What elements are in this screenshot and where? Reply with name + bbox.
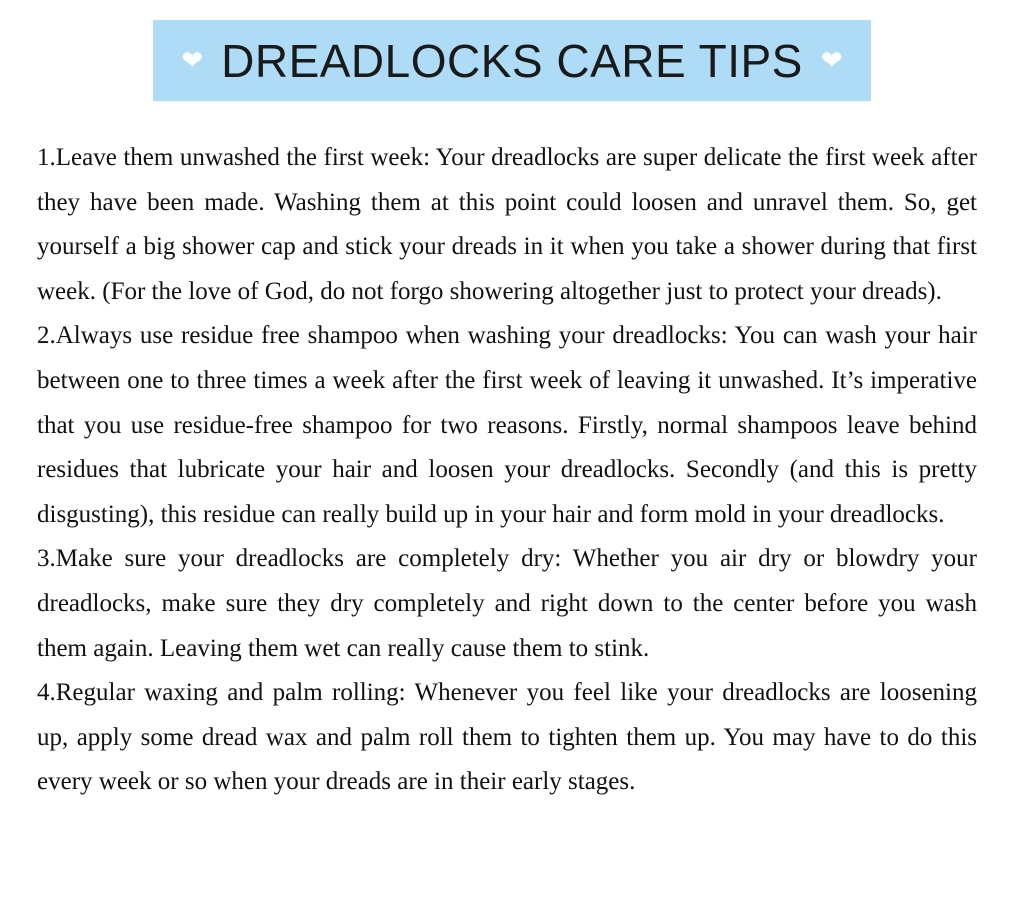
- tip-paragraph-4: 4.Regular waxing and palm rolling: Whenever you feel like your dreadlocks are loosening up, apply some dread wax and palm roll them to tighten them up. You may have to do this every week or so when your dreads are in their early stages.: [37, 679, 977, 796]
- title-banner: [153, 20, 871, 101]
- tip-paragraph-3: 3.Make sure your dreadlocks are completely dry: Whether you air dry or blowdry your dreadlocks, make sure they dry completely and right down to the center before you wash them again. Leaving them wet can really cause them to stink.: [37, 545, 977, 662]
- tips-list: [37, 136, 977, 805]
- heart-icon: ❤: [820, 45, 843, 76]
- title-group: [181, 34, 842, 88]
- heart-icon: ❤: [181, 45, 204, 76]
- page-title: DREADLOCKS CARE TIPS: [221, 34, 803, 87]
- tip-paragraph-2: 2.Always use residue free shampoo when washing your dreadlocks: You can wash your hair between one to three times a week after the first week of leaving it unwashed. It’s imperative that you use residue-free shampoo for two reasons. Firstly, normal shampoos leave behind residues that lubricate your hair and loosen your dreadlocks. Secondly (and this is pretty disgusting), this residue can really build up in your hair and form mold in your dreadlocks.: [37, 322, 977, 528]
- tip-paragraph-1: 1.Leave them unwashed the first week: Your dreadlocks are super delicate the first week after they have been made. Washing them at this point could loosen and unravel them. So, get yourself a big shower cap and stick your dreads in it when you take a shower during that first week. (For the love of God, do not forgo showering altogether just to protect your dreads).: [37, 144, 977, 305]
